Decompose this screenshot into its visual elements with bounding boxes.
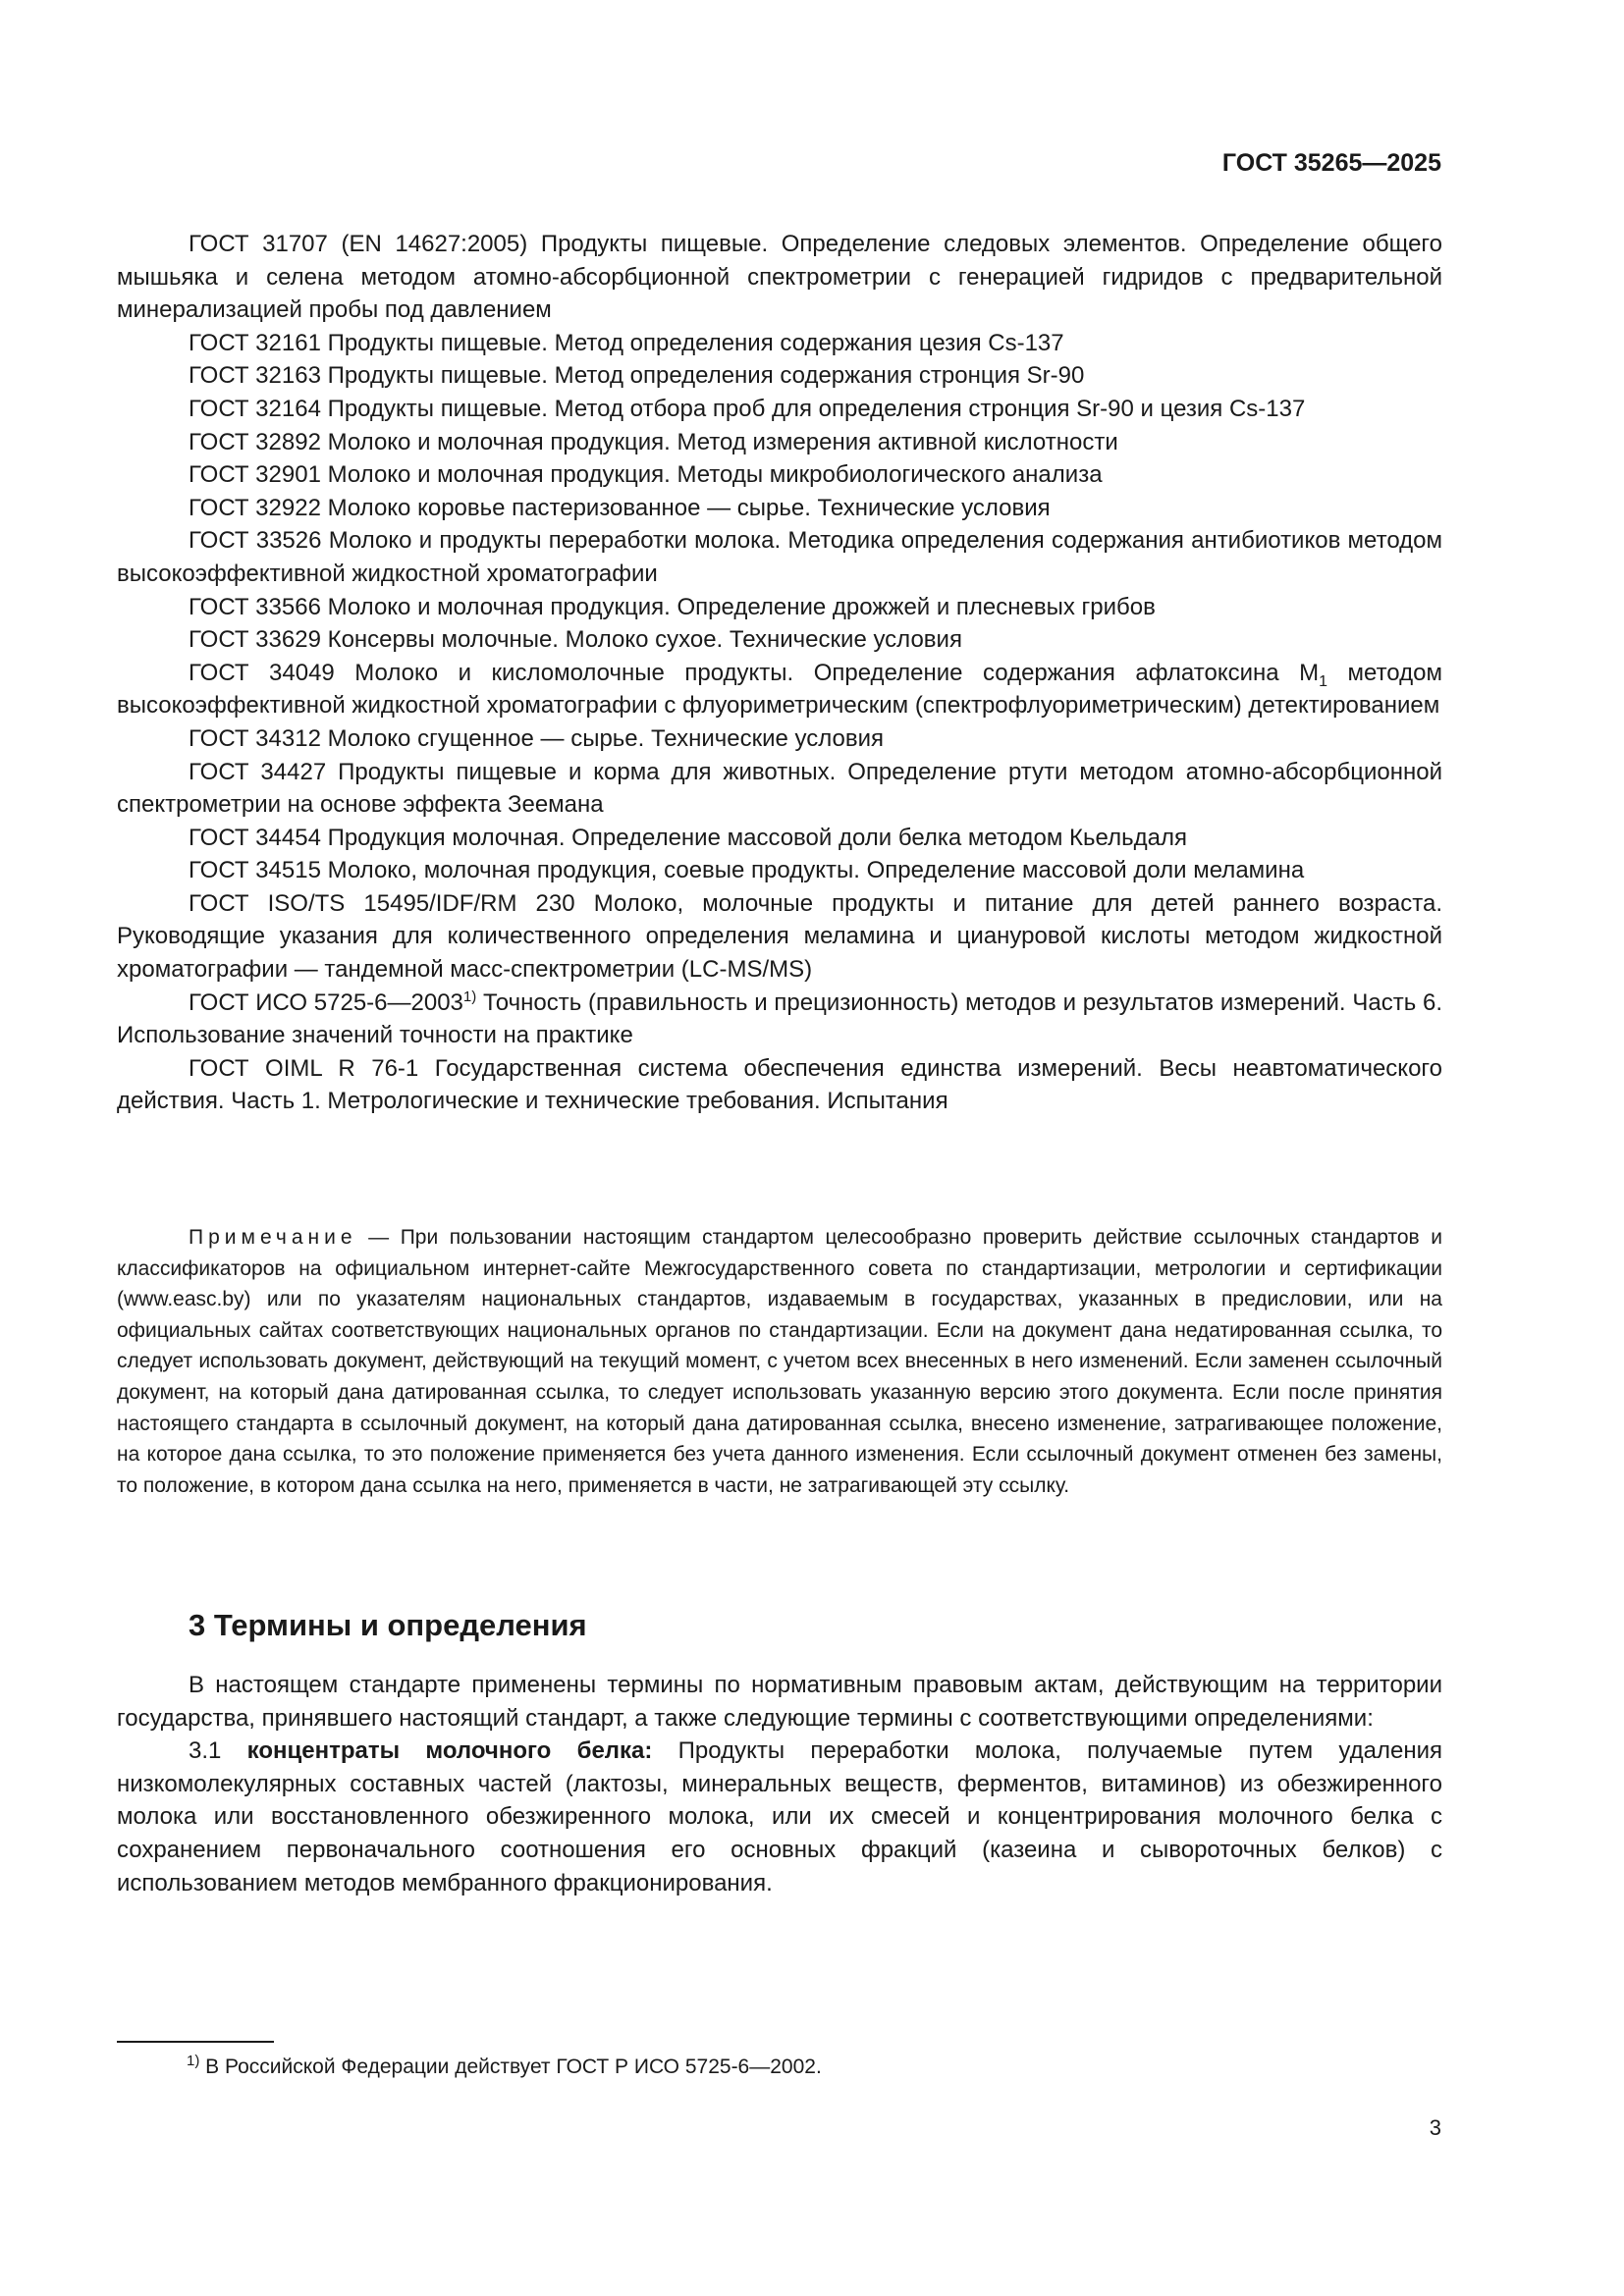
section-heading: 3 Термины и определения [189,1608,587,1642]
reference-item: ГОСТ 33566 Молоко и молочная продукция. Определение дрожжей и плесневых грибов [189,593,1156,620]
note-label: Примечание [189,1226,357,1249]
term-definition [117,1735,1442,1899]
footnote-marker: 1) [187,2053,200,2069]
reference-item: ГОСТ 32901 Молоко и молочная продукция. Методы микробиологического анализа [189,461,1103,489]
reference-item: ГОСТ ISO/TS 15495/IDF/RM 230 Молоко, молочные продукты и питание для детей раннего возраста. Руководящие указания для количественного определения меламина и циануровой кислоты методом жидкостной хроматографии — тандемной масс-спектрометрии (LC-MS/MS) [117,889,1442,984]
terms-section [117,1669,1442,1899]
reference-item: ГОСТ 33629 Консервы молочные. Молоко сухое. Технические условия [189,626,962,654]
reference-item: ГОСТ 32922 Молоко коровье пастеризованное — сырье. Технические условия [189,494,1051,521]
reference-item: ГОСТ 32161 Продукты пищевые. Метод определения содержания цезия Cs-137 [189,329,1064,356]
reference-item: ГОСТ 34454 Продукция молочная. Определение массовой доли белка методом Кьельдаля [189,824,1187,851]
reference-item [117,657,1442,722]
reference-item: ГОСТ 32163 Продукты пищевые. Метод определения содержания стронция Sr-90 [189,362,1085,390]
reference-item: ГОСТ 34312 Молоко сгущенное — сырье. Технические условия [189,724,885,752]
normative-references-list [117,228,1442,1118]
subscript: 1 [1319,672,1328,690]
footnote-text: В Российской Федерации действует ГОСТ Р ИСО 5725-6—2002. [199,2056,822,2078]
reference-item: ГОСТ 34427 Продукты пищевые и корма для животных. Определение ртути методом атомно-абсорбционной спектрометрии на основе эффекта Зеемана [117,758,1442,819]
page-number: 3 [1429,2115,1441,2140]
footnote-ref: 1) [462,988,477,1005]
footnote-divider [117,2041,274,2043]
reference-item: ГОСТ 31707 (EN 14627:2005) Продукты пищевые. Определение следовых элементов. Определение общего мышьяка и селена методом атомно-абсорбционной спектрометрии с генерацией гидридов с предварительной минерализацией пробы под давлением [117,231,1442,324]
document-header-id: ГОСТ 35265—2025 [1221,149,1441,177]
reference-item [117,987,1442,1052]
reference-item: ГОСТ 32892 Молоко и молочная продукция. Метод измерения активной кислотности [189,428,1118,455]
reference-item: ГОСТ 32164 Продукты пищевые. Метод отбора проб для определения стронция Sr-90 и цезия Cs-137 [189,395,1306,422]
footnote [187,2053,822,2079]
reference-text: ГОСТ ИСО 5725-6—2003 [189,988,463,1016]
terms-intro: В настоящем стандарте применены термины по нормативным правовым актам, действующим на территории государства, принявшего настоящий стандарт, а также следующие термины с соответствующими определениями: [117,1672,1442,1732]
reference-text: Точность (правильность и прецизионность) методов и результатов измерений. Часть 6. Использование значений точности на практике [117,988,1442,1049]
term-text: Продукты переработки молока, получаемые путем удаления низкомолекулярных составных частей (лактозы, минеральных веществ, ферментов, витаминов) из обезжиренного молока или восстановленного обезжиренного молока, или их смесей и концентрирования молочного белка с сохранением первоначального соотношения его основных фракций (казеина и сывороточных белков) с использованием методов мембранного фракционирования. [117,1737,1442,1896]
reference-item: ГОСТ OIML R 76-1 Государственная система обеспечения единства измерений. Весы неавтоматического действия. Часть 1. Метрологические и технические требования. Испытания [117,1054,1442,1115]
note-text: — При пользовании настоящим стандартом целесообразно проверить действие ссылочных стандартов и классификаторов на официальном интернет-сайте Межгосударственного совета по стандартизации, метрологии и сертификации (www.easc.by) или по указателям национальных стандартов, издаваемым в государствах, указанных в предисловии, или на официальных сайтах соответствующих национальных органов по стандартизации. Если на документ дана недатированная ссылка, то следует использовать документ, действующий на текущий момент, с учетом всех внесенных в него изменений. Если заменен ссылочный документ, на который дана датированная ссылка, то следует использовать указанную версию этого документа. Если после принятия настоящего стандарта в ссылочный документ, на который дана датированная ссылка, внесено изменение, затрагивающее положение, на которое дана ссылка, то это положение применяется без учета данного изменения. Если ссылочный документ отменен без замены, то положение, в котором дана ссылка на него, применяется в части, не затрагивающей эту ссылку. [117,1226,1442,1497]
reference-text: ГОСТ 34049 Молоко и кисломолочные продукты. Определение содержания афлатоксина М [189,659,1320,686]
reference-item: ГОСТ 33526 Молоко и продукты переработки молока. Методика определения содержания антибиотиков методом высокоэффективной жидкостной хроматографии [117,527,1442,587]
reference-text: методом высокоэффективной жидкостной хроматографии с флуориметрическим (спектрофлуориметрическим) детектированием [117,659,1442,720]
term-number: 3.1 [189,1737,247,1765]
note-paragraph [117,1222,1442,1501]
note-block [117,1222,1442,1501]
term-name: концентраты молочного белка: [246,1737,653,1765]
reference-item: ГОСТ 34515 Молоко, молочная продукция, соевые продукты. Определение массовой доли меламина [189,857,1305,884]
